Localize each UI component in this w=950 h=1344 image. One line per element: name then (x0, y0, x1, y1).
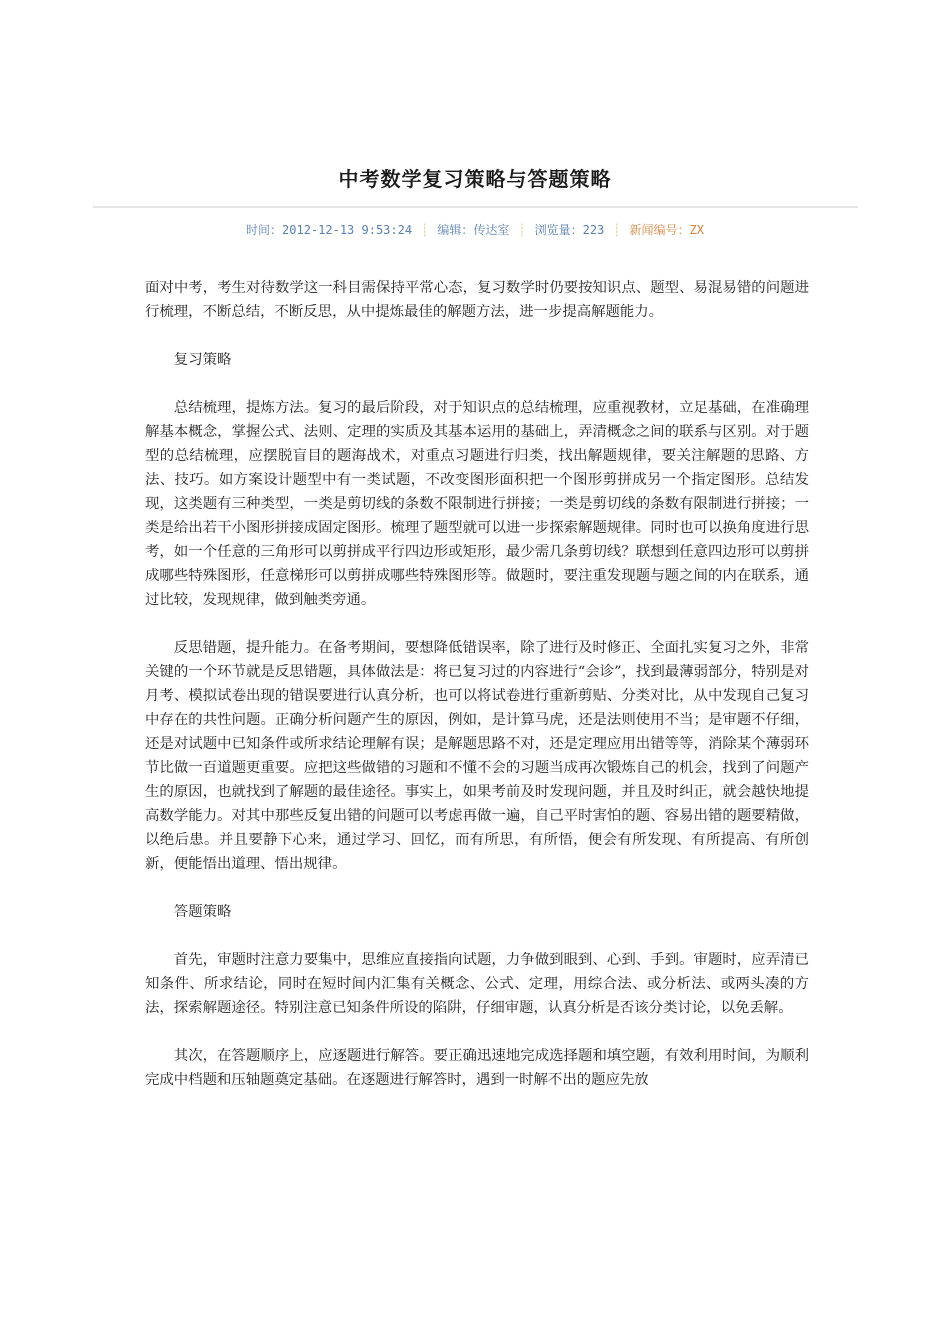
paragraph-review-2: 反思错题，提升能力。在备考期间，要想降低错误率，除了进行及时修正、全面扎实复习之外，非常关键的一个环节就是反思错题，具体做法是：将已复习过的内容进行“会诊”，找到最薄弱部分，特别是对月考、模拟试卷出现的错误要进行认真分析，也可以将试卷进行重新剪贴、分类对比，从中发现自己复习中存在的共性问题。正确分析问题产生的原因，例如，是计算马虎，还是法则使用不当；是审题不仔细，还是对试题中已知条件或所求结论理解有误；是解题思路不对，还是定理应用出错等等，消除某个薄弱环节比做一百道题更重要。应把这些做错的习题和不懂不会的习题当成再次锻炼自己的机会，找到了问题产生的原因，也就找到了解题的最佳途径。事实上，如果考前及时发现问题，并且及时纠正，就会越快地提高数学能力。对其中那些反复出错的问题可以考虑再做一遍，自己平时害怕的题、容易出错的题要精做，以绝后患。并且要静下心来，通过学习、回忆，而有所思，有所悟，便会有所发现、有所提高、有所创新，便能悟出道理、悟出规律。 (145, 640, 809, 872)
article-meta (0, 221, 950, 238)
paragraph-review-1: 总结梳理，提炼方法。复习的最后阶段，对于知识点的总结梳理，应重视教材，立足基础，在准确理解基本概念，掌握公式、法则、定理的实质及其基本运用的基础上，弄清概念之间的联系与区别。对于题型的总结梳理，应摆脱盲目的题海战术，对重点习题进行归类，找出解题规律，要关注解题的思路、方法、技巧。如方案设计题型中有一类试题，不改变图形面积把一个图形剪拼成另一个指定图形。总结发现，这类题有三种类型，一类是剪切线的条数不限制进行拼接；一类是剪切线的条数有限制进行拼接；一类是给出若干小图形拼接成固定图形。梳理了题型就可以进一步探索解题规律。同时也可以换角度进行思考，如一个任意的三角形可以剪拼成平行四边形或矩形，最少需几条剪切线？联想到任意四边形可以剪拼成哪些特殊图形，任意梯形可以剪拼成哪些特殊图形等。做题时，要注重发现题与题之间的内在联系，通过比较，发现规律，做到触类旁通。 (145, 400, 809, 608)
section-heading-review: 复习策略 (173, 352, 232, 368)
meta-news-id-value: ZX (689, 223, 704, 237)
meta-time (246, 223, 412, 237)
article-title: 中考数学复习策略与答题策略 (338, 167, 612, 191)
meta-news-id (630, 223, 704, 237)
meta-time-value: 2012-12-13 9:53:24 (282, 223, 413, 237)
meta-editor-label: 编辑： (437, 223, 474, 237)
meta-views-value: 223 (582, 223, 605, 237)
meta-editor-value: 传达室 (473, 223, 510, 237)
meta-separator: ┊ (613, 223, 621, 237)
meta-news-id-label: 新闻编号： (629, 223, 690, 237)
paragraph-answer-2: 其次，在答题顺序上，应逐题进行解答。要正确迅速地完成选择题和填空题，有效利用时间，为顺利完成中档题和压轴题奠定基础。在逐题进行解答时，遇到一时解不出的题应先放 (145, 1048, 809, 1088)
title-divider (93, 206, 858, 208)
section-heading-answer: 答题策略 (173, 904, 232, 920)
meta-editor (437, 223, 509, 237)
meta-separator: ┊ (518, 223, 526, 237)
meta-time-label: 时间： (246, 223, 283, 237)
meta-separator: ┊ (421, 223, 429, 237)
meta-views (535, 223, 605, 237)
paragraph-intro: 面对中考，考生对待数学这一科目需保持平常心态，复习数学时仍要按知识点、题型、易混易错的问题进行梳理，不断总结，不断反思，从中提炼最佳的解题方法，进一步提高解题能力。 (145, 280, 809, 320)
article-body (145, 276, 809, 1116)
meta-views-label: 浏览量： (534, 223, 583, 237)
paragraph-answer-1: 首先，审题时注意力要集中，思维应直接指向试题，力争做到眼到、心到、手到。审题时，应弄清已知条件、所求结论，同时在短时间内汇集有关概念、公式、定理，用综合法、或分析法、或两头凑的方法，探索解题途径。特别注意已知条件所设的陷阱，仔细审题，认真分析是否该分类讨论，以免丢解。 (145, 952, 809, 1016)
